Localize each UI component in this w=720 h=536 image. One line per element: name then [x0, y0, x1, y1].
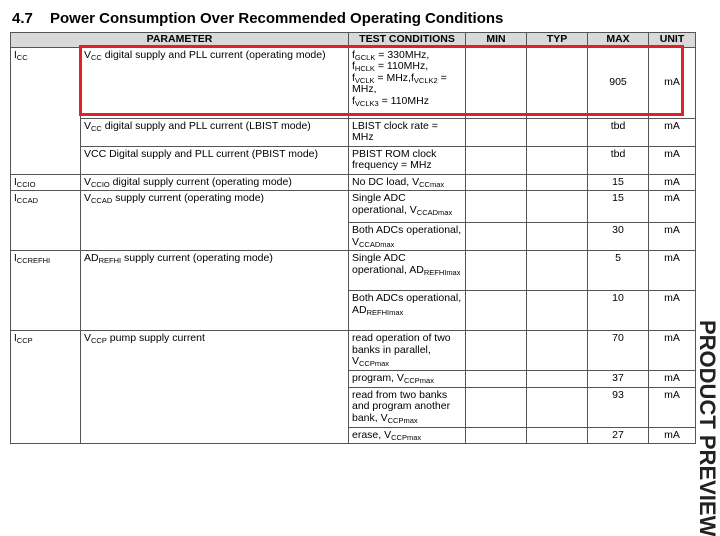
min-cell: [466, 174, 527, 191]
min-cell: [466, 371, 527, 388]
cond-iccad-single: Single ADC operational, $V_{CCADmax}$: [349, 191, 466, 223]
typ-cell: [527, 291, 588, 331]
unit-cell: mA: [649, 387, 696, 427]
unit-cell: mA: [649, 191, 696, 223]
cond-iccrefhi-both: Both ADCs operational, $AD_{REFHImax}$: [349, 291, 466, 331]
typ-cell: [527, 146, 588, 174]
typ-cell: [527, 191, 588, 223]
side-watermark: PRODUCT PREVIEW: [695, 320, 720, 536]
cond-icc-operating: $f_{GCLK} = 330MHz$, $f_{HCLK} = 110MHz$, $f_{VCLK} = MHz,f_{VCLK2}$ = MHz, $f_{VCLK3} = 110MHz$: [349, 47, 466, 118]
header-min: MIN: [466, 33, 527, 48]
unit-cell: mA: [649, 251, 696, 291]
typ-cell: [527, 174, 588, 191]
min-cell: [466, 251, 527, 291]
cond-iccio: No DC load, $V_{CCmax}$: [349, 174, 466, 191]
symbol-iccio: $I_{CCIO}$: [11, 174, 81, 191]
cond-icc-pbist: PBIST ROM clock frequency = MHz: [349, 146, 466, 174]
param-iccrefhi: $AD_{REFHI}$ supply current (operating mode): [81, 251, 349, 331]
section-number: 4.7: [12, 10, 33, 27]
symbol-iccrefhi: $I_{CCREFHI}$: [11, 251, 81, 331]
cond-icc-lbist: LBIST clock rate = MHz: [349, 118, 466, 146]
max-cell: 15: [588, 174, 649, 191]
symbol-iccad: $I_{CCAD}$: [11, 191, 81, 251]
min-cell: [466, 191, 527, 223]
min-cell: [466, 291, 527, 331]
typ-cell: [527, 47, 588, 118]
header-test-conditions: TEST CONDITIONS: [349, 33, 466, 48]
max-cell: 15: [588, 191, 649, 223]
max-cell: 37: [588, 371, 649, 388]
power-consumption-table: [10, 32, 696, 444]
table-header-row: [11, 33, 696, 48]
max-cell: 70: [588, 331, 649, 371]
min-cell: [466, 331, 527, 371]
table-row: [11, 118, 696, 146]
cond-iccp-read-program: read from two banks and program another bank, $V_{CCPmax}$: [349, 387, 466, 427]
max-cell: 93: [588, 387, 649, 427]
max-cell: 905: [588, 47, 649, 118]
table-row: [11, 191, 696, 223]
param-icc-operating: $V_{CC}$ digital supply and PLL current (operating mode): [81, 47, 349, 118]
header-parameter: PARAMETER: [11, 33, 349, 48]
max-cell: 30: [588, 223, 649, 251]
unit-cell: mA: [649, 291, 696, 331]
min-cell: [466, 223, 527, 251]
unit-cell: mA: [649, 371, 696, 388]
unit-cell: mA: [649, 118, 696, 146]
min-cell: [466, 427, 527, 444]
symbol-iccp: $I_{CCP}$: [11, 331, 81, 444]
section-heading: [12, 10, 503, 27]
max-cell: tbd: [588, 118, 649, 146]
cond-iccp-erase: erase, $V_{CCPmax}$: [349, 427, 466, 444]
table-row: [11, 146, 696, 174]
max-cell: 5: [588, 251, 649, 291]
min-cell: [466, 146, 527, 174]
min-cell: [466, 47, 527, 118]
section-title: Power Consumption Over Recommended Operating Conditions: [50, 10, 504, 27]
unit-cell: mA: [649, 47, 696, 118]
max-cell: 10: [588, 291, 649, 331]
typ-cell: [527, 427, 588, 444]
typ-cell: [527, 371, 588, 388]
typ-cell: [527, 331, 588, 371]
min-cell: [466, 118, 527, 146]
cond-iccad-both: Both ADCs operational, $V_{CCADmax}$: [349, 223, 466, 251]
table-row: [11, 251, 696, 291]
cond-iccp-read-parallel: read operation of two banks in parallel, $V_{CCPmax}$: [349, 331, 466, 371]
unit-cell: mA: [649, 174, 696, 191]
header-max: MAX: [588, 33, 649, 48]
param-iccio: $V_{CCIO}$ digital supply current (operating mode): [81, 174, 349, 191]
header-typ: TYP: [527, 33, 588, 48]
max-cell: tbd: [588, 146, 649, 174]
param-icc-lbist: $V_{CC}$ digital supply and PLL current (LBIST mode): [81, 118, 349, 146]
param-iccad: $V_{CCAD}$ supply current (operating mode): [81, 191, 349, 251]
cond-iccp-program: program, $V_{CCPmax}$: [349, 371, 466, 388]
header-unit: UNIT: [649, 33, 696, 48]
unit-cell: mA: [649, 427, 696, 444]
param-icc-pbist: VCC Digital supply and PLL current (PBIST mode): [81, 146, 349, 174]
unit-cell: mA: [649, 331, 696, 371]
table-row: [11, 174, 696, 191]
unit-cell: mA: [649, 146, 696, 174]
typ-cell: [527, 251, 588, 291]
typ-cell: [527, 118, 588, 146]
param-iccp: $V_{CCP}$ pump supply current: [81, 331, 349, 444]
table-row: [11, 47, 696, 118]
table-row: [11, 331, 696, 371]
max-cell: 27: [588, 427, 649, 444]
cond-iccrefhi-single: Single ADC operational, $AD_{REFHImax}$: [349, 251, 466, 291]
typ-cell: [527, 387, 588, 427]
min-cell: [466, 387, 527, 427]
symbol-icc: $I_{CC}$: [11, 47, 81, 174]
unit-cell: mA: [649, 223, 696, 251]
typ-cell: [527, 223, 588, 251]
